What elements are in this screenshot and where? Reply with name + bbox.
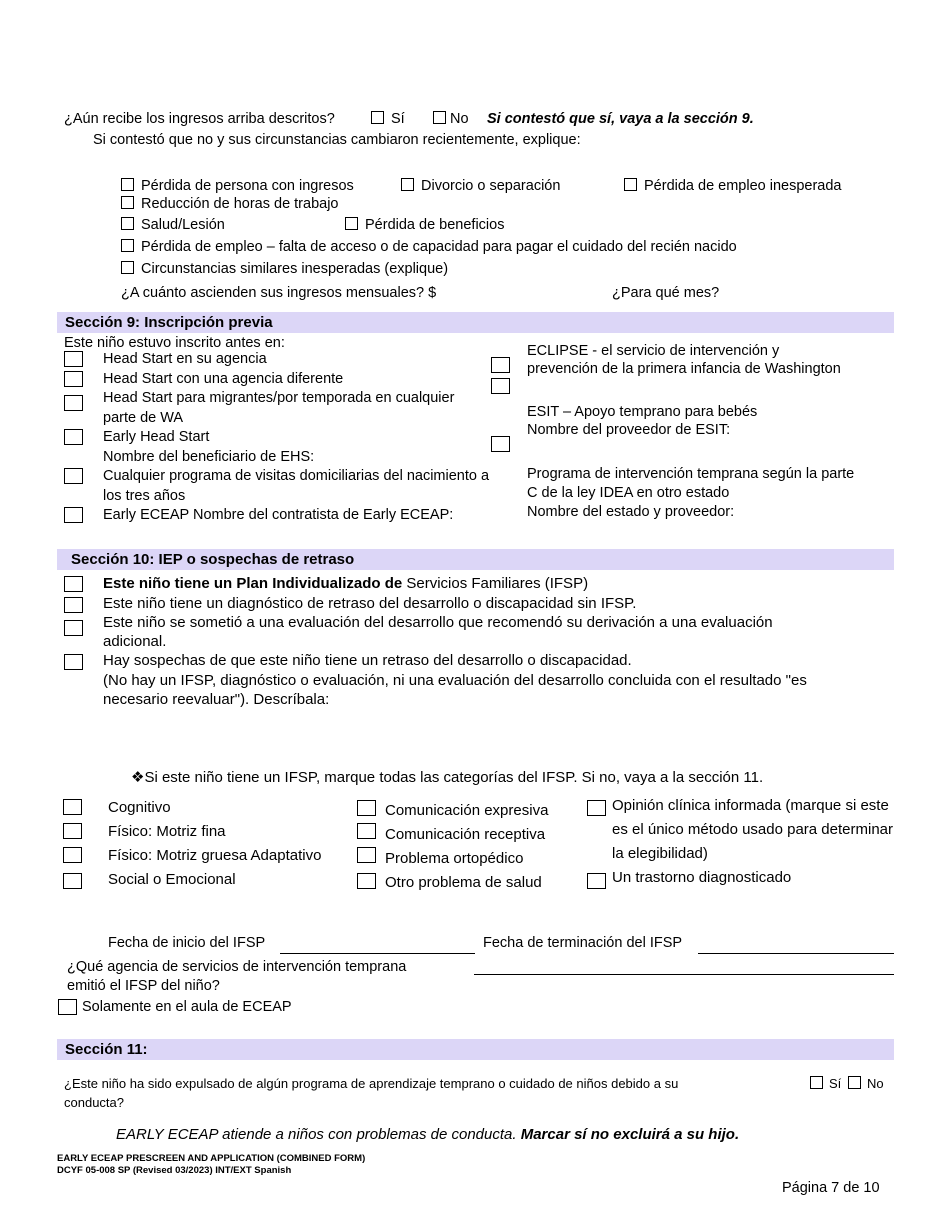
checkbox-eclipse[interactable] (491, 357, 510, 373)
state-provider-label: Nombre del estado y proveedor: (527, 504, 735, 520)
behavior-note (116, 1125, 739, 1144)
checkbox-receptive[interactable] (357, 823, 376, 839)
option-label: Reducción de horas de trabajo (141, 196, 339, 212)
behavior-note-italic: EARLY ECEAP atiende a niños con problemas de conducta. (116, 1126, 521, 1143)
expulsion-question: ¿Este niño ha sido expulsado de algún programa de aprendizaje temprano o cuidado de niños debido a su (64, 1076, 679, 1091)
expulsion-yes-label: Sí (829, 1076, 842, 1091)
option-label: Pérdida de persona con ingresos (141, 178, 354, 194)
checkbox-expressive[interactable] (357, 800, 376, 816)
section11-header (57, 1039, 894, 1060)
checkbox-social-emotional[interactable] (63, 873, 82, 889)
category-label: Cognitivo (108, 799, 171, 816)
early-eceap-contractor-label: Early ECEAP Nombre del contratista de Early ECEAP: (103, 507, 454, 523)
income-yes-checkbox[interactable] (371, 111, 384, 124)
checkbox-has-ifsp[interactable] (64, 576, 83, 592)
ifsp-end-field[interactable] (698, 953, 894, 954)
agency-question-cont: emitió el IFSP del niño? (67, 978, 220, 994)
option-checkbox-divorce[interactable] (401, 178, 414, 191)
checkbox-diagnosed-disorder[interactable] (587, 873, 606, 889)
option-label: Pérdida de empleo inesperada (644, 178, 842, 194)
footer-form-title: EARLY ECEAP PRESCREEN AND APPLICATION (COMBINED FORM) (57, 1153, 366, 1164)
category-label: Físico: Motriz fina (108, 823, 226, 840)
footer-form-id: DCYF 05-008 SP (Revised 03/2023) INT/EXT Spanish (57, 1165, 292, 1176)
monthly-income-label: ¿A cuánto ascienden sus ingresos mensuales? $ (121, 285, 437, 301)
section10-header (57, 549, 894, 570)
expulsion-no-checkbox[interactable] (848, 1076, 861, 1089)
classroom-only-label: Solamente en el aula de ECEAP (82, 999, 292, 1015)
prior-program-label: Cualquier programa de visitas domiciliarias del nacimiento a (103, 468, 490, 484)
category-label: es el único método usado para determinar (612, 821, 894, 838)
checkbox-home-visiting[interactable] (64, 468, 83, 484)
ifsp-start-field[interactable] (280, 953, 475, 954)
section11-title: Sección 11: (65, 1041, 148, 1058)
prior-program-label: Head Start para migrantes/por temporada en cualquier (103, 390, 455, 406)
ifsp-item-bold: Este niño tiene un Plan Individualizado de (103, 575, 403, 592)
agency-field[interactable] (474, 974, 894, 975)
explain-prompt: Si contestó que no y sus circunstancias cambiaron recientemente, explique: (93, 132, 581, 148)
screening-item: Este niño se sometió a una evaluación del desarrollo que recomendó su derivación a una evaluación (103, 614, 773, 631)
suspected-item: Hay sospechas de que este niño tiene un retraso del desarrollo o discapacidad. (103, 652, 632, 669)
category-label: Comunicación receptiva (385, 826, 546, 843)
checkbox-hs-agency[interactable] (64, 351, 83, 367)
checkbox-hs-migrant[interactable] (64, 395, 83, 411)
checkbox-clinical-opinion[interactable] (587, 800, 606, 816)
suspected-item-describe: necesario reevaluar"). Descríbala: (103, 691, 330, 708)
ifsp-end-label: Fecha de terminación del IFSP (483, 935, 683, 951)
income-instruction: Si contestó que sí, vaya a la sección 9. (487, 111, 754, 127)
expulsion-yes-checkbox[interactable] (810, 1076, 823, 1089)
checkbox-screening[interactable] (64, 620, 83, 636)
diagnosis-item: Este niño tiene un diagnóstico de retraso del desarrollo o discapacidad sin IFSP. (103, 595, 637, 612)
checkbox-idea-part-c[interactable] (491, 436, 510, 452)
checkbox-diagnosis[interactable] (64, 597, 83, 613)
ifsp-item (103, 574, 588, 593)
checkbox-other-health[interactable] (357, 873, 376, 889)
section9-header (57, 312, 894, 333)
page-number: Página 7 de 10 (782, 1180, 880, 1196)
section9-title: Sección 9: Inscripción previa (65, 314, 273, 331)
prior-program-label: prevención de la primera infancia de Washington (527, 361, 841, 377)
option-checkbox-childcare[interactable] (121, 239, 134, 252)
ifsp-categories-note: ❖Si este niño tiene un IFSP, marque todas las categorías del IFSP. Si no, vaya a la sección 11. (131, 769, 764, 786)
prior-program-label: ECLIPSE - el servicio de intervención y (527, 343, 780, 359)
checkbox-suspected-delay[interactable] (64, 654, 83, 670)
checkbox-cognitive[interactable] (63, 799, 82, 815)
screening-item-cont: adicional. (103, 633, 167, 650)
income-no-checkbox[interactable] (433, 111, 446, 124)
prior-program-label: C de la ley IDEA en otro estado (527, 485, 730, 501)
expulsion-no-label: No (867, 1076, 884, 1091)
agency-question: ¿Qué agencia de servicios de intervención temprana (67, 959, 407, 975)
category-label: Comunicación expresiva (385, 802, 549, 819)
category-label: Un trastorno diagnosticado (612, 869, 792, 886)
option-checkbox-health[interactable] (121, 217, 134, 230)
ehs-grantee-label: Nombre del beneficiario de EHS: (103, 449, 315, 465)
category-label: Problema ortopédico (385, 850, 524, 867)
suspected-item-cont: (No hay un IFSP, diagnóstico o evaluación, ni una evaluación del desarrollo concluida con el resultado "es (103, 672, 807, 689)
checkbox-gross-motor[interactable] (63, 847, 82, 863)
option-label: Pérdida de empleo – falta de acceso o de capacidad para pagar el cuidado del recién nacido (141, 239, 737, 255)
category-label: Social o Emocional (108, 871, 236, 888)
checkbox-hs-other[interactable] (64, 371, 83, 387)
checkbox-classroom-only[interactable] (58, 999, 77, 1015)
prior-program-label: Head Start en su agencia (103, 351, 267, 367)
behavior-note-bold: Marcar sí no excluirá a su hijo. (520, 1126, 740, 1143)
ifsp-item-rest: Servicios Familiares (IFSP) (402, 575, 589, 592)
checkbox-esit[interactable] (491, 378, 510, 394)
category-label: Opinión clínica informada (marque si este (612, 797, 889, 814)
ifsp-start-label: Fecha de inicio del IFSP (108, 935, 266, 951)
option-label: Divorcio o separación (421, 178, 561, 194)
income-question: ¿Aún recibe los ingresos arriba descritos? (64, 111, 335, 127)
option-checkbox-income-loss[interactable] (121, 178, 134, 191)
prior-program-label: los tres años (103, 488, 186, 504)
income-no-label: No (450, 111, 469, 127)
checkbox-early-eceap[interactable] (64, 507, 83, 523)
expulsion-question-cont: conducta? (64, 1095, 124, 1110)
category-label: la elegibilidad) (612, 845, 708, 862)
prior-program-label: Head Start con una agencia diferente (103, 371, 344, 387)
esit-provider-label: Nombre del proveedor de ESIT: (527, 422, 731, 438)
option-checkbox-benefits[interactable] (345, 217, 358, 230)
prior-program-label: Programa de intervención temprana según la parte (527, 466, 855, 482)
checkbox-fine-motor[interactable] (63, 823, 82, 839)
prior-program-label: parte de WA (103, 410, 184, 426)
checkbox-ehs[interactable] (64, 429, 83, 445)
prior-program-label: ESIT – Apoyo temprano para bebés (527, 404, 758, 420)
which-month-label: ¿Para qué mes? (612, 285, 720, 301)
option-checkbox-hours[interactable] (121, 196, 134, 209)
option-checkbox-job-loss[interactable] (624, 178, 637, 191)
section10-title: Sección 10: IEP o sospechas de retraso (71, 551, 355, 568)
option-label: Pérdida de beneficios (365, 217, 505, 233)
option-checkbox-similar[interactable] (121, 261, 134, 274)
option-label: Circunstancias similares inesperadas (explique) (141, 261, 449, 277)
section9-intro: Este niño estuvo inscrito antes en: (64, 335, 285, 351)
prior-program-label: Early Head Start (103, 429, 210, 445)
income-yes-label: Sí (391, 111, 405, 127)
option-label: Salud/Lesión (141, 217, 225, 233)
category-label: Físico: Motriz gruesa Adaptativo (108, 847, 322, 864)
category-label: Otro problema de salud (385, 874, 542, 891)
checkbox-orthopedic[interactable] (357, 847, 376, 863)
